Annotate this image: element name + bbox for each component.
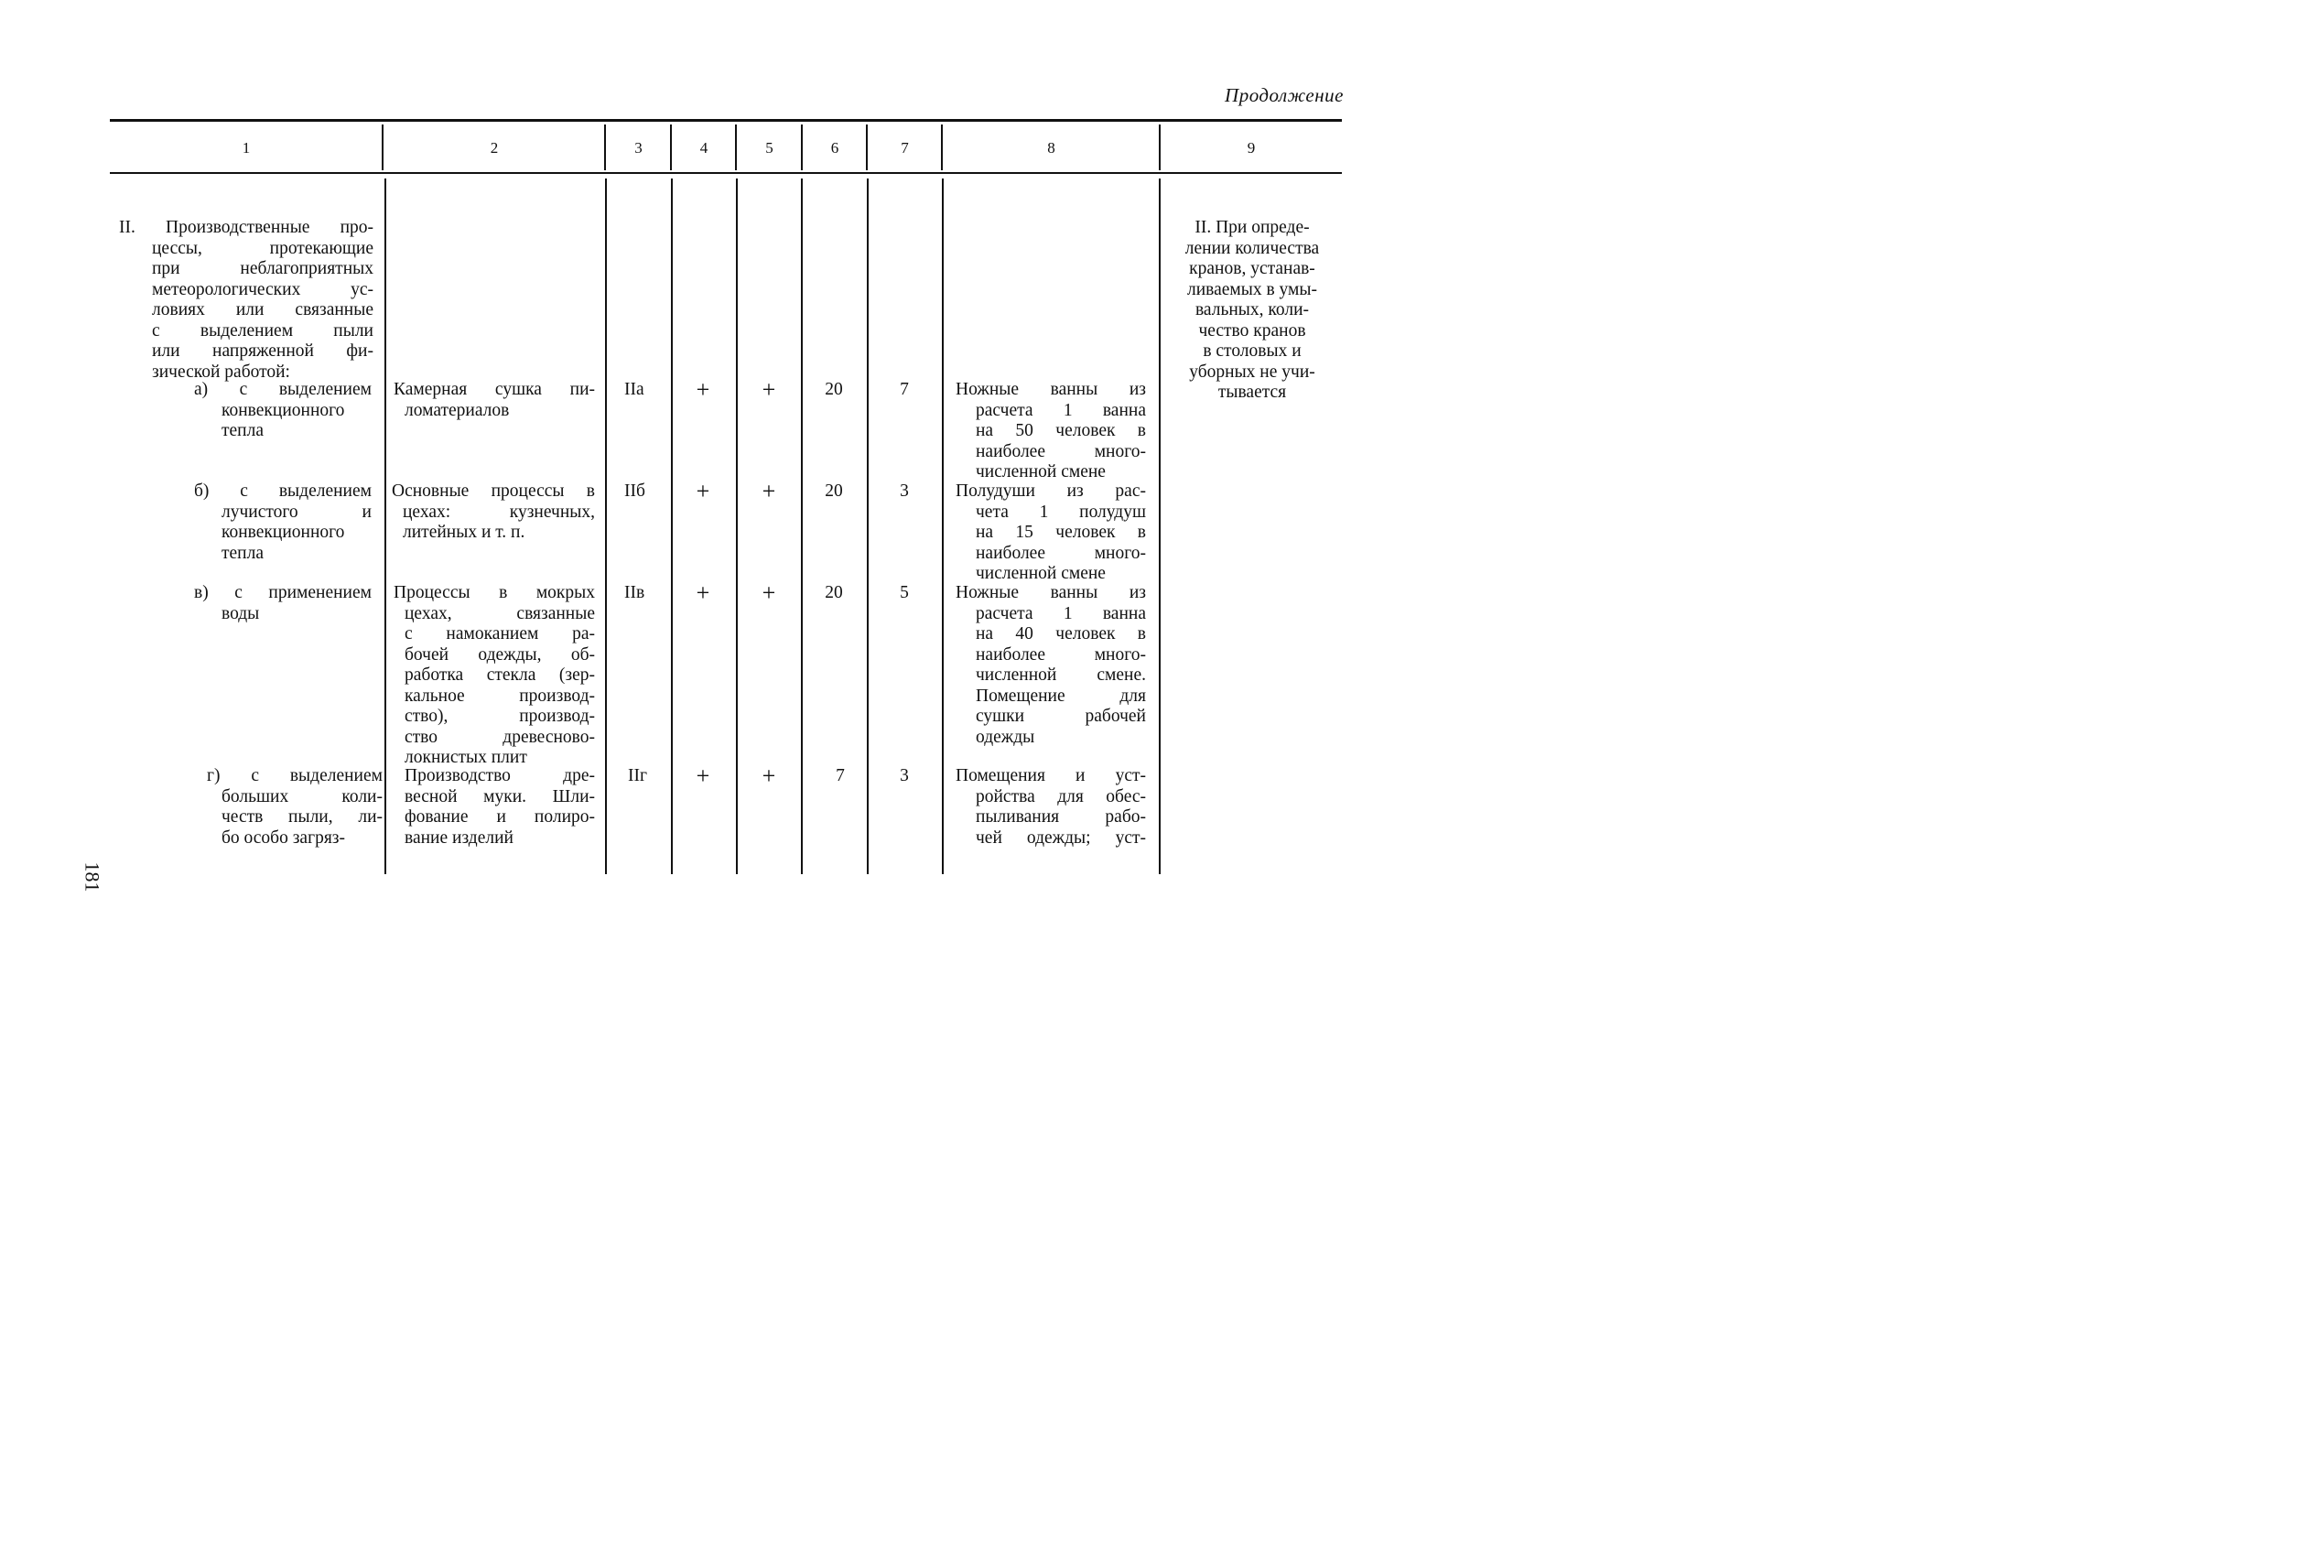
top-rule <box>110 119 1342 122</box>
process-line: цехах, связанные <box>405 603 595 623</box>
devices-line: Помещение для <box>976 686 1146 706</box>
subgroup-line: б) с выделением <box>194 481 372 501</box>
devices-line: расчета 1 ванна <box>976 603 1146 623</box>
col7-value: 3 <box>900 766 909 785</box>
process-line: с намоканием ра- <box>405 624 595 643</box>
devices-line: на 50 человек в <box>976 421 1146 440</box>
process-line: вание изделий <box>405 827 513 848</box>
heading-line: или напряженной фи- <box>152 341 373 361</box>
process-line: бочей одежды, об- <box>405 644 595 665</box>
devices-line: численной смене. <box>976 665 1146 685</box>
column-divider <box>801 178 803 874</box>
col4-mark: + <box>696 376 710 403</box>
devices-line: пыливания рабо- <box>976 807 1146 827</box>
note-line: ливаемых в умы- <box>1186 279 1317 299</box>
subgroup-line: тепла <box>222 543 264 563</box>
devices-line: Ножные ванны из <box>956 380 1146 399</box>
process-line: кальное производ- <box>405 686 595 706</box>
group-code: IIг <box>628 766 647 785</box>
column-number: 6 <box>830 139 839 157</box>
subgroup-line: бо особо загряз- <box>222 827 346 848</box>
page-number: 181 <box>81 861 104 892</box>
group-note <box>1167 218 1337 404</box>
group-code: IIв <box>624 583 645 602</box>
devices-line: Ножные ванны из <box>956 583 1146 602</box>
subgroup-cell <box>194 380 372 442</box>
column-number: 4 <box>699 139 708 157</box>
col4-mark: + <box>696 478 710 504</box>
devices-line: на 40 человек в <box>976 624 1146 643</box>
column-number: 8 <box>1047 139 1055 157</box>
group-heading <box>119 218 373 383</box>
continuation-label: Продолжение <box>1225 84 1344 106</box>
heading-line: при неблагоприятных <box>152 259 373 278</box>
devices-cell <box>956 380 1146 483</box>
column-number: 3 <box>634 139 643 157</box>
column-number: 7 <box>901 139 909 157</box>
devices-cell <box>956 583 1146 748</box>
heading-line: цессы, протекающие <box>152 238 373 258</box>
note-line: вальных, коли- <box>1194 300 1310 319</box>
devices-line: Помещения и уст- <box>956 766 1146 785</box>
note-line: в столовых и <box>1203 341 1302 361</box>
subgroup-line: лучистого и <box>222 502 372 522</box>
group-code: IIб <box>624 481 645 501</box>
process-cell <box>394 583 595 769</box>
process-line: весной муки. Шли- <box>405 786 595 806</box>
column-divider <box>671 178 673 874</box>
col6-value: 7 <box>836 766 845 785</box>
column-number: 1 <box>242 139 251 157</box>
devices-cell <box>956 481 1146 585</box>
process-line: цехах: кузнечных, <box>403 502 595 522</box>
subgroup-line: конвекционного <box>222 523 345 542</box>
col5-mark: + <box>762 478 776 504</box>
col6-value: 20 <box>825 481 843 501</box>
col7-value: 3 <box>900 481 909 501</box>
column-divider <box>605 178 607 874</box>
process-line: ство древесново- <box>405 727 595 747</box>
subgroup-line: а) с выделением <box>194 380 372 399</box>
process-cell <box>392 481 595 544</box>
column-divider <box>867 178 869 874</box>
subgroup-line: больших коли- <box>222 786 383 806</box>
process-line: Производство дре- <box>405 766 595 785</box>
subgroup-line: г) с выделением <box>207 766 383 785</box>
process-line: ломатериалов <box>405 400 510 420</box>
column-number: 5 <box>765 139 773 157</box>
subgroup-cell <box>207 766 383 849</box>
process-line: локнистых плит <box>405 748 527 767</box>
heading-line: с выделением пыли <box>152 320 373 341</box>
note-line: лении количества <box>1184 238 1320 258</box>
devices-line: одежды <box>976 727 1035 747</box>
heading-line: ловиях или связанные <box>152 300 373 319</box>
col5-mark: + <box>762 579 776 606</box>
column-divider <box>736 178 738 874</box>
column-number: 9 <box>1247 139 1256 157</box>
process-line: ство), производ- <box>405 707 595 726</box>
devices-line: наиболее много- <box>976 644 1146 665</box>
subgroup-line: в) с применением <box>194 583 372 602</box>
process-line: Камерная сушка пи- <box>394 380 595 399</box>
note-line: кранов, устанав- <box>1189 259 1315 278</box>
process-line: работка стекла (зер- <box>405 665 595 685</box>
note-line: уборных не учи- <box>1189 362 1315 382</box>
column-number: 2 <box>490 139 499 157</box>
devices-line: расчета 1 ванна <box>976 400 1146 420</box>
subgroup-line: конвекционного <box>222 400 345 420</box>
column-divider <box>942 178 944 874</box>
note-line: чество кранов <box>1198 320 1306 341</box>
subgroup-line: воды <box>222 603 260 623</box>
col4-mark: + <box>696 762 710 789</box>
subgroup-line: честв пыли, ли- <box>222 807 383 827</box>
subgroup-cell <box>194 481 372 564</box>
col7-value: 7 <box>900 380 909 399</box>
devices-cell <box>956 766 1146 849</box>
process-line: литейных и т. п. <box>403 523 525 542</box>
note-line: тывается <box>1217 383 1287 402</box>
process-cell <box>405 766 595 849</box>
devices-line: наиболее много- <box>976 543 1146 563</box>
process-line: Основные процессы в <box>392 481 595 501</box>
devices-line: ройства для обес- <box>976 786 1146 806</box>
devices-line: Полудуши из рас- <box>956 481 1146 501</box>
process-line: Процессы в мокрых <box>394 583 595 602</box>
devices-line: на 15 человек в <box>976 523 1146 542</box>
column-divider <box>384 178 386 874</box>
header-rule <box>110 172 1342 174</box>
col6-value: 20 <box>825 380 843 399</box>
devices-line: численной смене <box>976 564 1106 583</box>
devices-line: наиболее много- <box>976 441 1146 461</box>
col5-mark: + <box>762 376 776 403</box>
note-line: II. При опреде- <box>1194 218 1310 237</box>
col5-mark: + <box>762 762 776 789</box>
heading-line: зической работой: <box>152 362 290 382</box>
col7-value: 5 <box>900 583 909 602</box>
process-line: фование и полиро- <box>405 807 595 827</box>
devices-line: чета 1 полудуш <box>976 502 1146 522</box>
devices-line: чей одежды; уст- <box>976 827 1146 848</box>
col6-value: 20 <box>825 583 843 602</box>
subgroup-line: тепла <box>222 421 264 440</box>
subgroup-cell <box>194 583 372 624</box>
col4-mark: + <box>696 579 710 606</box>
process-cell <box>394 380 595 421</box>
column-divider <box>1159 178 1161 874</box>
devices-line: сушки рабочей <box>976 707 1146 726</box>
devices-line: численной смене <box>976 462 1106 481</box>
heading-line: метеорологических ус- <box>152 279 373 299</box>
group-code: IIа <box>624 380 644 399</box>
heading-line: II. Производственные про- <box>119 218 373 237</box>
